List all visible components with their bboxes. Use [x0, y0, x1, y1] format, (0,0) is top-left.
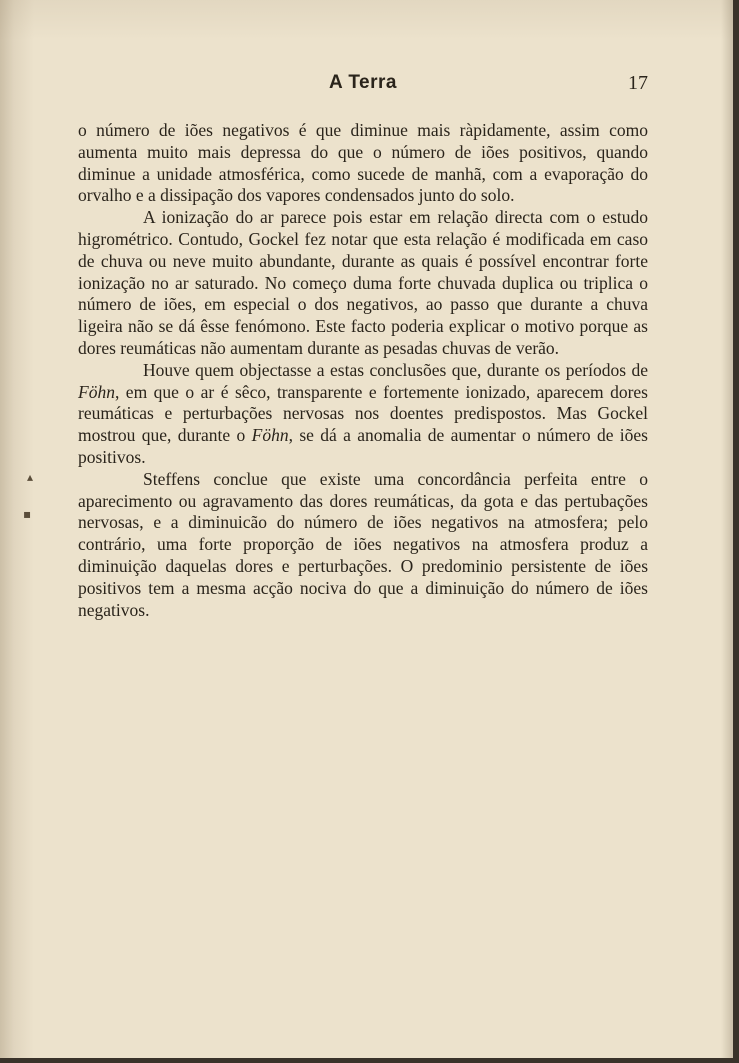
paragraph — [78, 360, 648, 469]
paragraph-text: o número de iões negativos é que diminue mais ràpidamente, assim como aumenta muito mais depressa do que o número de iões positivos, quando diminue a unidade atmosférica, como sucede de manhã, com a evaporação do orvalho e a dissipação dos vapores condensados junto do solo. — [78, 120, 648, 206]
page-edge-bottom — [0, 1058, 739, 1063]
body-text — [78, 120, 648, 621]
running-head — [78, 72, 648, 98]
margin-speck: ▴ — [27, 470, 34, 484]
paragraph-text: A ionização do ar parece pois estar em relação directa com o estudo higrométrico. Contudo, Gockel fez notar que esta relação é modificada em caso de chuva ou neve muito abundante, durante as quais é possível encontrar forte ionização no ar saturado. No começo duma forte chuvada duplica ou triplica o número de iões, em especial o dos negativos, ao passo que durante a chuva ligeira não se dá êsse fenómono. Este facto poderia explicar o motivo porque as dores reumáticas não aumentam durante as pesadas chuvas de verão. — [78, 207, 648, 358]
italic-term: Föhn — [251, 425, 289, 446]
running-head-title: A Terra — [329, 72, 397, 93]
paragraph-text: Houve quem objectasse a estas conclusões que, durante os períodos de — [143, 359, 648, 380]
paragraph — [78, 469, 648, 622]
page-edge-right — [733, 0, 739, 1063]
paragraph-text: , se dá a anomalia de aumentar o número de iões positivos. — [78, 425, 648, 467]
paragraph-text: , em que o ar é sêco, transparente e fortemente ionizado, aparecem dores reumáticas e perturbações nervosas nos doentes predispostos. Mas Gockel mostrou que, durante o — [78, 381, 648, 446]
italic-term: Föhn — [78, 381, 115, 402]
paragraph — [78, 120, 648, 207]
page-number: 17 — [628, 72, 648, 94]
margin-speck: ▪ — [23, 507, 32, 521]
paragraph-text: Steffens conclue que existe uma concordância perfeita entre o aparecimento ou agravamento das dores reumáticas, da gota e das pertubações nervosas, e a diminuicão do número de iões negativos na atmosfera; pelo contrário, uma forte proporção de iões negativos na atmosfera produz a diminuição daquelas dores e perturbações. O predominio persistente de iões positivos tem a mesma acção nociva do que a diminuição do número de iões negativos. — [78, 468, 648, 620]
paragraph — [78, 207, 648, 360]
